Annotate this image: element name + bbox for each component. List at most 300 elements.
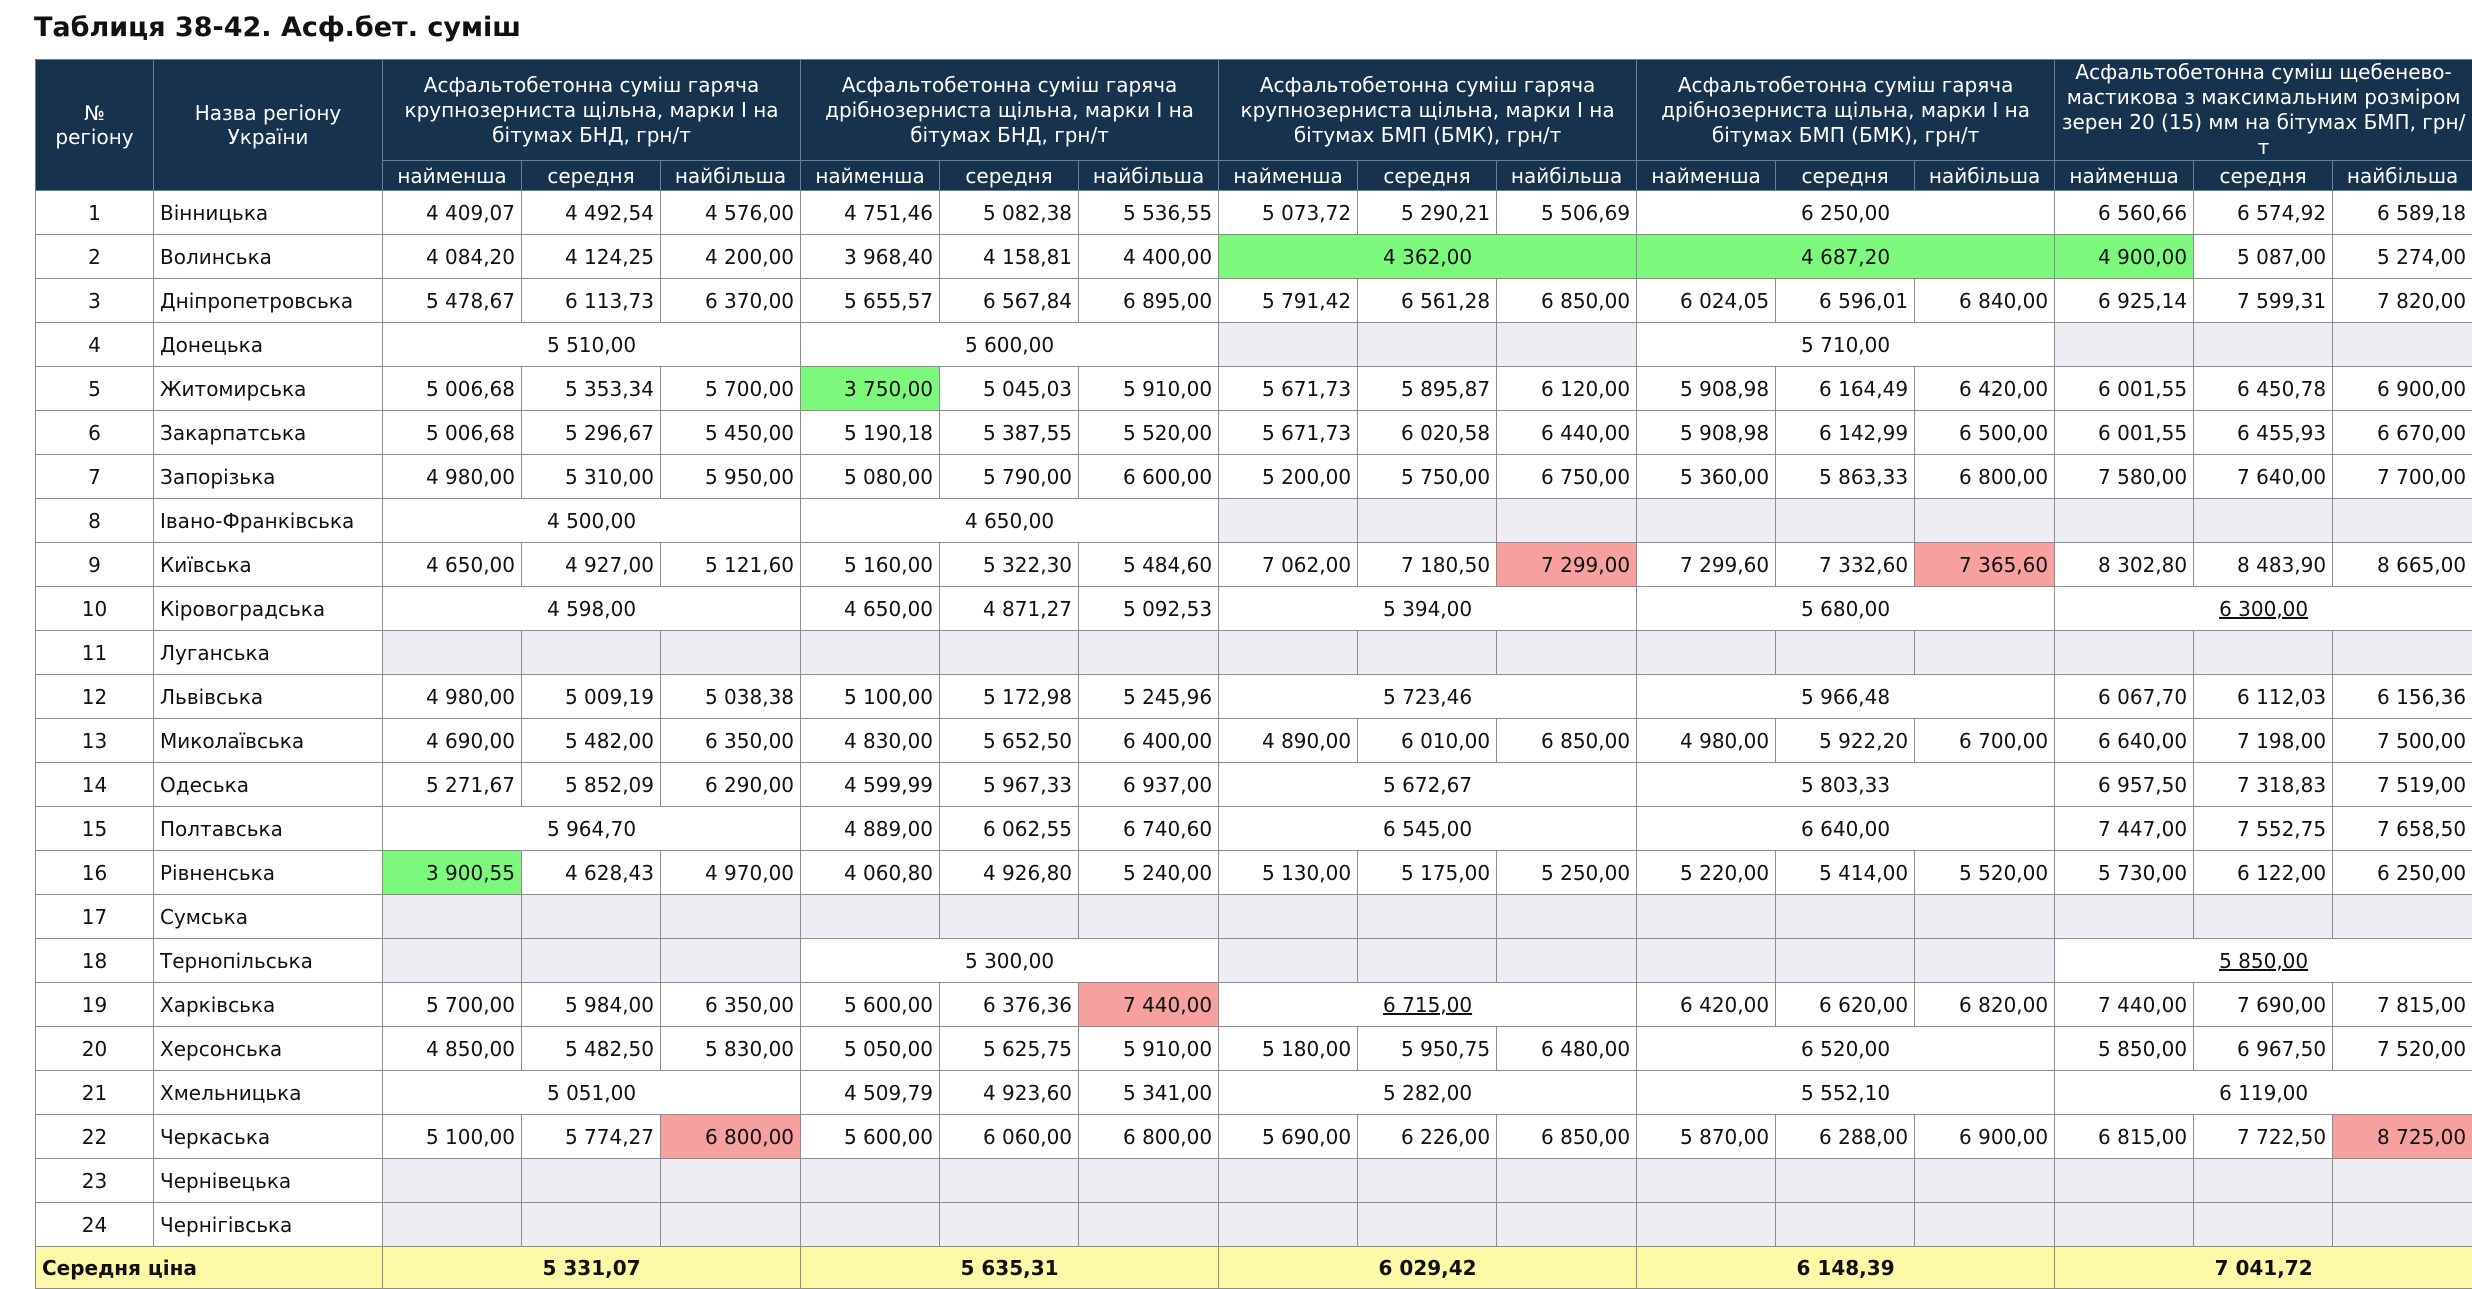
price-cell: 5 536,55 <box>1079 191 1219 235</box>
region-number: 4 <box>36 323 154 367</box>
price-cell: 5 296,67 <box>522 411 661 455</box>
empty-cell <box>661 1203 801 1247</box>
price-cell: 5 863,33 <box>1776 455 1915 499</box>
price-cell: 3 900,55 <box>383 851 522 895</box>
group-header: Асфальтобетонна суміш щебенево-мастикова з максимальним розміром зерен 20 (15) мм на бітумах БМП, грн/т <box>2055 60 2472 161</box>
price-cell: 4 900,00 <box>2055 235 2194 279</box>
price-cell: 5 045,03 <box>940 367 1079 411</box>
region-name: Кіровоградська <box>154 587 383 631</box>
price-cell: 5 100,00 <box>383 1115 522 1159</box>
table-row <box>36 983 2472 1027</box>
underlined-price: 5 850,00 <box>2219 949 2308 973</box>
price-cell: 8 725,00 <box>2333 1115 2472 1159</box>
price-cell: 5 730,00 <box>2055 851 2194 895</box>
price-cell: 7 690,00 <box>2194 983 2333 1027</box>
price-cell: 7 299,60 <box>1637 543 1776 587</box>
empty-cell <box>2333 1159 2472 1203</box>
empty-cell <box>1915 499 2055 543</box>
price-cell: 5 984,00 <box>522 983 661 1027</box>
region-name: Черкаська <box>154 1115 383 1159</box>
merged-price-cell: 6 250,00 <box>1637 191 2055 235</box>
price-cell: 4 084,20 <box>383 235 522 279</box>
price-cell: 5 245,96 <box>1079 675 1219 719</box>
region-name: Київська <box>154 543 383 587</box>
price-cell: 4 923,60 <box>940 1071 1079 1115</box>
price-cell: 5 387,55 <box>940 411 1079 455</box>
sub-header-max: найбільша <box>1079 161 1219 191</box>
average-value: 7 041,72 <box>2055 1247 2472 1289</box>
merged-price-cell: 5 680,00 <box>1637 587 2055 631</box>
price-cell: 5 671,73 <box>1219 367 1358 411</box>
table-row <box>36 851 2472 895</box>
price-cell: 5 506,69 <box>1497 191 1637 235</box>
sub-header-avg: середня <box>2194 161 2333 191</box>
empty-cell <box>1358 631 1497 675</box>
price-cell: 4 980,00 <box>383 675 522 719</box>
price-cell: 4 889,00 <box>801 807 940 851</box>
price-cell: 4 980,00 <box>383 455 522 499</box>
price-cell: 7 700,00 <box>2333 455 2472 499</box>
empty-cell <box>2055 631 2194 675</box>
empty-cell <box>1358 895 1497 939</box>
price-cell: 6 142,99 <box>1776 411 1915 455</box>
price-cell: 5 220,00 <box>1637 851 1776 895</box>
price-cell: 6 840,00 <box>1915 279 2055 323</box>
price-cell: 6 113,73 <box>522 279 661 323</box>
price-cell: 3 968,40 <box>801 235 940 279</box>
empty-cell <box>1776 499 1915 543</box>
price-cell: 5 482,50 <box>522 1027 661 1071</box>
price-cell: 5 082,38 <box>940 191 1079 235</box>
price-cell: 6 370,00 <box>661 279 801 323</box>
price-cell: 4 890,00 <box>1219 719 1358 763</box>
price-cell: 4 200,00 <box>661 235 801 279</box>
empty-cell <box>1219 1159 1358 1203</box>
price-cell: 7 180,50 <box>1358 543 1497 587</box>
price-cell: 6 164,49 <box>1776 367 1915 411</box>
empty-cell <box>801 1203 940 1247</box>
price-cell: 4 926,80 <box>940 851 1079 895</box>
region-number-header: № регіону <box>36 60 154 191</box>
empty-cell <box>2055 1159 2194 1203</box>
table-row <box>36 719 2472 763</box>
price-cell: 5 791,42 <box>1219 279 1358 323</box>
empty-cell <box>1497 499 1637 543</box>
region-number: 21 <box>36 1071 154 1115</box>
empty-cell <box>1915 631 2055 675</box>
empty-cell <box>661 939 801 983</box>
sub-header-min: найменша <box>2055 161 2194 191</box>
price-cell: 6 895,00 <box>1079 279 1219 323</box>
empty-cell <box>2333 631 2472 675</box>
region-number: 17 <box>36 895 154 939</box>
price-table <box>35 59 2472 1289</box>
empty-cell <box>1776 895 1915 939</box>
group-header: Асфальтобетонна суміш гаряча крупнозерниста щільна, марки I на бітумах БНД, грн/т <box>383 60 801 161</box>
sub-header-min: найменша <box>1637 161 1776 191</box>
empty-cell <box>2194 499 2333 543</box>
empty-cell <box>1915 1159 2055 1203</box>
region-number: 15 <box>36 807 154 851</box>
price-cell: 4 400,00 <box>1079 235 1219 279</box>
price-cell: 5 895,87 <box>1358 367 1497 411</box>
merged-price-cell: 5 282,00 <box>1219 1071 1637 1115</box>
merged-price-cell: 6 119,00 <box>2055 1071 2472 1115</box>
price-cell: 6 062,55 <box>940 807 1079 851</box>
price-cell: 5 310,00 <box>522 455 661 499</box>
table-row <box>36 587 2472 631</box>
price-cell: 7 599,31 <box>2194 279 2333 323</box>
price-cell: 5 520,00 <box>1915 851 2055 895</box>
price-cell: 5 655,57 <box>801 279 940 323</box>
price-cell: 6 957,50 <box>2055 763 2194 807</box>
table-row <box>36 411 2472 455</box>
empty-cell <box>2194 631 2333 675</box>
merged-price-cell: 5 966,48 <box>1637 675 2055 719</box>
region-number: 20 <box>36 1027 154 1071</box>
region-name: Полтавська <box>154 807 383 851</box>
price-cell: 6 900,00 <box>1915 1115 2055 1159</box>
price-cell: 5 700,00 <box>661 367 801 411</box>
empty-cell <box>1776 1159 1915 1203</box>
price-cell: 6 640,00 <box>2055 719 2194 763</box>
price-cell: 5 172,98 <box>940 675 1079 719</box>
price-cell: 4 650,00 <box>801 587 940 631</box>
region-number: 13 <box>36 719 154 763</box>
price-cell: 6 820,00 <box>1915 983 2055 1027</box>
price-cell: 5 200,00 <box>1219 455 1358 499</box>
sub-header-avg: середня <box>1776 161 1915 191</box>
price-cell: 5 450,00 <box>661 411 801 455</box>
region-name-header: Назва регіону України <box>154 60 383 191</box>
region-number: 8 <box>36 499 154 543</box>
region-name: Луганська <box>154 631 383 675</box>
merged-price-cell <box>2055 939 2472 983</box>
price-cell: 7 447,00 <box>2055 807 2194 851</box>
price-cell: 7 318,83 <box>2194 763 2333 807</box>
sub-header-avg: середня <box>1358 161 1497 191</box>
region-number: 19 <box>36 983 154 1027</box>
price-cell: 6 620,00 <box>1776 983 1915 1027</box>
price-cell: 6 750,00 <box>1497 455 1637 499</box>
price-cell: 5 967,33 <box>940 763 1079 807</box>
price-cell: 4 124,25 <box>522 235 661 279</box>
region-number: 12 <box>36 675 154 719</box>
price-cell: 5 790,00 <box>940 455 1079 499</box>
price-cell: 3 750,00 <box>801 367 940 411</box>
table-row <box>36 499 2472 543</box>
region-number: 22 <box>36 1115 154 1159</box>
empty-cell <box>1776 1203 1915 1247</box>
empty-cell <box>1358 323 1497 367</box>
region-number: 9 <box>36 543 154 587</box>
empty-cell <box>801 895 940 939</box>
sub-header-max: найбільша <box>1497 161 1637 191</box>
empty-cell <box>1497 631 1637 675</box>
table-row <box>36 1159 2472 1203</box>
price-cell: 7 520,00 <box>2333 1027 2472 1071</box>
empty-cell <box>940 1203 1079 1247</box>
price-cell: 4 850,00 <box>383 1027 522 1071</box>
region-number: 5 <box>36 367 154 411</box>
empty-cell <box>383 631 522 675</box>
empty-cell <box>2333 895 2472 939</box>
merged-price-cell: 4 650,00 <box>801 499 1219 543</box>
price-cell: 4 599,99 <box>801 763 940 807</box>
price-cell: 6 740,60 <box>1079 807 1219 851</box>
price-cell: 5 130,00 <box>1219 851 1358 895</box>
price-cell: 5 073,72 <box>1219 191 1358 235</box>
price-cell: 7 580,00 <box>2055 455 2194 499</box>
price-cell: 6 001,55 <box>2055 411 2194 455</box>
merged-price-cell: 4 687,20 <box>1637 235 2055 279</box>
price-cell: 6 455,93 <box>2194 411 2333 455</box>
empty-cell <box>1079 1203 1219 1247</box>
table-row <box>36 807 2472 851</box>
empty-cell <box>1497 1159 1637 1203</box>
empty-cell <box>1497 323 1637 367</box>
region-number: 24 <box>36 1203 154 1247</box>
price-cell: 5 484,60 <box>1079 543 1219 587</box>
price-cell: 6 596,01 <box>1776 279 1915 323</box>
price-cell: 5 908,98 <box>1637 411 1776 455</box>
price-cell: 6 350,00 <box>661 983 801 1027</box>
price-cell: 7 658,50 <box>2333 807 2472 851</box>
price-cell: 6 800,00 <box>1915 455 2055 499</box>
empty-cell <box>1637 895 1776 939</box>
group-header: Асфальтобетонна суміш гаряча дрібнозерниста щільна, марки I на бітумах БМП (БМК), грн/т <box>1637 60 2055 161</box>
price-cell: 5 850,00 <box>2055 1027 2194 1071</box>
price-cell: 5 600,00 <box>801 1115 940 1159</box>
empty-cell <box>940 631 1079 675</box>
empty-cell <box>1637 499 1776 543</box>
price-cell: 7 365,60 <box>1915 543 2055 587</box>
price-cell: 6 001,55 <box>2055 367 2194 411</box>
price-cell: 5 050,00 <box>801 1027 940 1071</box>
table-row <box>36 543 2472 587</box>
price-cell: 7 062,00 <box>1219 543 1358 587</box>
sub-header-max: найбільша <box>1915 161 2055 191</box>
price-cell: 7 552,75 <box>2194 807 2333 851</box>
empty-cell <box>1358 499 1497 543</box>
region-name: Чернігівська <box>154 1203 383 1247</box>
price-cell: 5 271,67 <box>383 763 522 807</box>
merged-price-cell: 5 300,00 <box>801 939 1219 983</box>
empty-cell <box>1358 939 1497 983</box>
price-cell: 5 690,00 <box>1219 1115 1358 1159</box>
region-name: Івано-Франківська <box>154 499 383 543</box>
table-row <box>36 631 2472 675</box>
empty-cell <box>1776 631 1915 675</box>
price-cell: 5 478,67 <box>383 279 522 323</box>
region-name: Одеська <box>154 763 383 807</box>
sub-header-min: найменша <box>1219 161 1358 191</box>
empty-cell <box>661 1159 801 1203</box>
price-cell: 6 800,00 <box>661 1115 801 1159</box>
region-number: 16 <box>36 851 154 895</box>
merged-price-cell: 6 520,00 <box>1637 1027 2055 1071</box>
price-cell: 6 350,00 <box>661 719 801 763</box>
empty-cell <box>1358 1159 1497 1203</box>
price-cell: 6 937,00 <box>1079 763 1219 807</box>
merged-price-cell: 4 500,00 <box>383 499 801 543</box>
region-name: Чернівецька <box>154 1159 383 1203</box>
price-cell: 4 628,43 <box>522 851 661 895</box>
price-cell: 6 500,00 <box>1915 411 2055 455</box>
price-cell: 6 226,00 <box>1358 1115 1497 1159</box>
table-footer <box>36 1247 2472 1289</box>
price-cell: 6 560,66 <box>2055 191 2194 235</box>
price-cell: 6 120,00 <box>1497 367 1637 411</box>
merged-price-cell: 5 710,00 <box>1637 323 2055 367</box>
empty-cell <box>522 1159 661 1203</box>
group-header: Асфальтобетонна суміш гаряча крупнозерниста щільна, марки I на бітумах БМП (БМК), грн/т <box>1219 60 1637 161</box>
price-cell: 6 450,78 <box>2194 367 2333 411</box>
price-table-container <box>35 59 2472 1289</box>
price-cell: 5 080,00 <box>801 455 940 499</box>
price-cell: 5 830,00 <box>661 1027 801 1071</box>
price-cell: 6 925,14 <box>2055 279 2194 323</box>
empty-cell <box>1915 1203 2055 1247</box>
sub-header-max: найбільша <box>2333 161 2472 191</box>
empty-cell <box>1219 499 1358 543</box>
price-cell: 5 360,00 <box>1637 455 1776 499</box>
empty-cell <box>2333 323 2472 367</box>
price-cell: 5 240,00 <box>1079 851 1219 895</box>
price-cell: 6 561,28 <box>1358 279 1497 323</box>
price-cell: 6 850,00 <box>1497 1115 1637 1159</box>
region-name: Рівненська <box>154 851 383 895</box>
empty-cell <box>1497 1203 1637 1247</box>
region-name: Хмельницька <box>154 1071 383 1115</box>
empty-cell <box>801 631 940 675</box>
empty-cell <box>940 895 1079 939</box>
price-cell: 5 750,00 <box>1358 455 1497 499</box>
merged-price-cell: 5 552,10 <box>1637 1071 2055 1115</box>
price-cell: 4 576,00 <box>661 191 801 235</box>
table-body <box>36 191 2472 1247</box>
merged-price-cell: 6 640,00 <box>1637 807 2055 851</box>
price-cell: 7 815,00 <box>2333 983 2472 1027</box>
price-cell: 5 274,00 <box>2333 235 2472 279</box>
price-cell: 5 092,53 <box>1079 587 1219 631</box>
empty-cell <box>1079 631 1219 675</box>
empty-cell <box>1497 895 1637 939</box>
merged-price-cell: 5 510,00 <box>383 323 801 367</box>
price-cell: 7 519,00 <box>2333 763 2472 807</box>
empty-cell <box>1079 1159 1219 1203</box>
merged-price-cell: 5 051,00 <box>383 1071 801 1115</box>
price-cell: 4 871,27 <box>940 587 1079 631</box>
empty-cell <box>522 939 661 983</box>
price-cell: 5 520,00 <box>1079 411 1219 455</box>
price-cell: 5 180,00 <box>1219 1027 1358 1071</box>
price-cell: 6 800,00 <box>1079 1115 1219 1159</box>
price-cell: 5 671,73 <box>1219 411 1358 455</box>
price-cell: 7 299,00 <box>1497 543 1637 587</box>
empty-cell <box>1219 1203 1358 1247</box>
region-name: Запорізька <box>154 455 383 499</box>
region-number: 6 <box>36 411 154 455</box>
price-cell: 5 087,00 <box>2194 235 2333 279</box>
merged-price-cell: 5 600,00 <box>801 323 1219 367</box>
price-cell: 6 589,18 <box>2333 191 2472 235</box>
price-cell: 5 774,27 <box>522 1115 661 1159</box>
price-cell: 5 009,19 <box>522 675 661 719</box>
price-cell: 4 492,54 <box>522 191 661 235</box>
empty-cell <box>522 631 661 675</box>
table-row <box>36 367 2472 411</box>
price-cell: 5 160,00 <box>801 543 940 587</box>
merged-price-cell: 5 672,67 <box>1219 763 1637 807</box>
empty-cell <box>801 1159 940 1203</box>
price-cell: 6 967,50 <box>2194 1027 2333 1071</box>
price-cell: 4 158,81 <box>940 235 1079 279</box>
empty-cell <box>1219 631 1358 675</box>
empty-cell <box>2194 895 2333 939</box>
sub-header-avg: середня <box>522 161 661 191</box>
average-value: 5 331,07 <box>383 1247 801 1289</box>
table-row <box>36 279 2472 323</box>
average-value: 6 148,39 <box>1637 1247 2055 1289</box>
region-number: 23 <box>36 1159 154 1203</box>
price-cell: 4 751,46 <box>801 191 940 235</box>
price-cell: 8 665,00 <box>2333 543 2472 587</box>
empty-cell <box>1776 939 1915 983</box>
price-cell: 6 067,70 <box>2055 675 2194 719</box>
region-name: Херсонська <box>154 1027 383 1071</box>
price-cell: 5 121,60 <box>661 543 801 587</box>
region-name: Миколаївська <box>154 719 383 763</box>
price-cell: 4 409,07 <box>383 191 522 235</box>
price-cell: 4 980,00 <box>1637 719 1776 763</box>
empty-cell <box>1358 1203 1497 1247</box>
region-number: 3 <box>36 279 154 323</box>
table-row <box>36 1071 2472 1115</box>
price-cell: 5 322,30 <box>940 543 1079 587</box>
empty-cell <box>2194 1203 2333 1247</box>
underlined-price: 6 715,00 <box>1383 993 1472 1017</box>
table-header <box>36 60 2472 191</box>
group-header: Асфальтобетонна суміш гаряча дрібнозерниста щільна, марки I на бітумах БНД, грн/т <box>801 60 1219 161</box>
merged-price-cell <box>2055 587 2472 631</box>
empty-cell <box>661 631 801 675</box>
region-name: Харківська <box>154 983 383 1027</box>
empty-cell <box>661 895 801 939</box>
price-cell: 4 690,00 <box>383 719 522 763</box>
underlined-price: 6 300,00 <box>2219 597 2308 621</box>
price-cell: 6 290,00 <box>661 763 801 807</box>
price-cell: 5 950,75 <box>1358 1027 1497 1071</box>
average-row <box>36 1247 2472 1289</box>
price-cell: 6 815,00 <box>2055 1115 2194 1159</box>
page-title: Таблиця 38-42. Асф.бет. суміш <box>34 12 521 43</box>
empty-cell <box>383 1159 522 1203</box>
price-cell: 5 175,00 <box>1358 851 1497 895</box>
empty-cell <box>383 1203 522 1247</box>
merged-price-cell: 5 964,70 <box>383 807 801 851</box>
price-cell: 5 950,00 <box>661 455 801 499</box>
price-cell: 5 922,20 <box>1776 719 1915 763</box>
price-cell: 5 414,00 <box>1776 851 1915 895</box>
merged-price-cell: 5 394,00 <box>1219 587 1637 631</box>
merged-price-cell: 4 362,00 <box>1219 235 1637 279</box>
price-cell: 6 670,00 <box>2333 411 2472 455</box>
price-cell: 5 910,00 <box>1079 1027 1219 1071</box>
merged-price-cell <box>1219 983 1637 1027</box>
price-cell: 6 420,00 <box>1915 367 2055 411</box>
price-cell: 6 010,00 <box>1358 719 1497 763</box>
